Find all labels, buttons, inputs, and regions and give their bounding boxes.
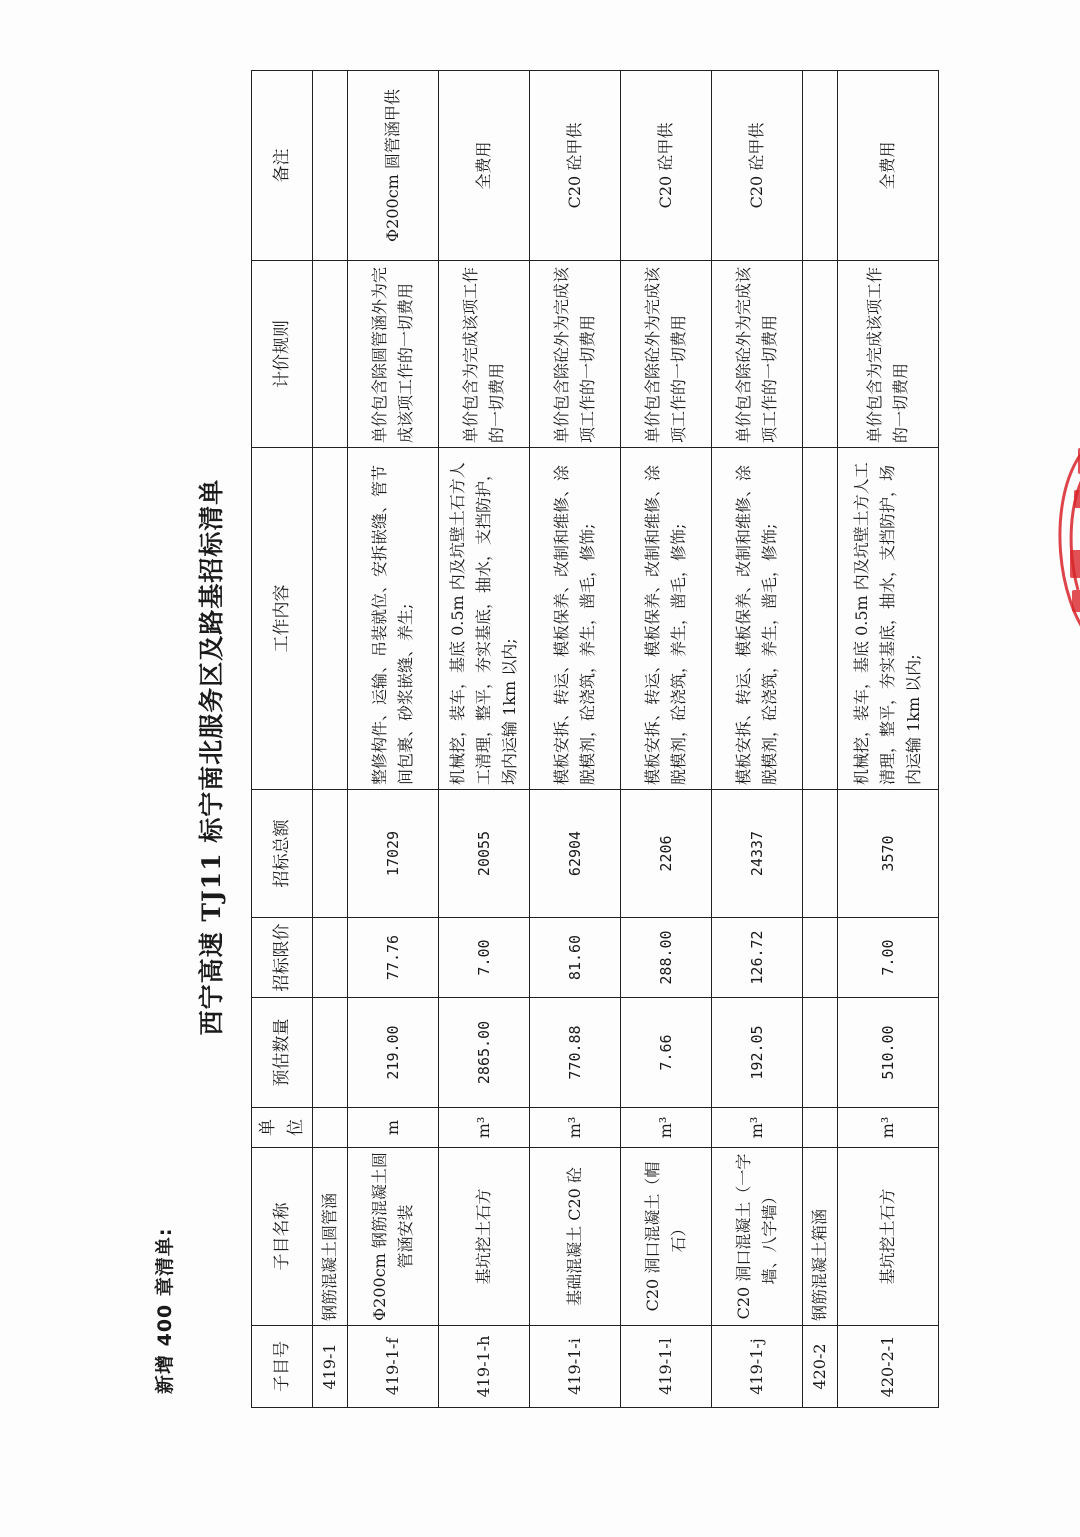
cell-code: 420-2 <box>803 1326 838 1408</box>
cell-name: 钢筋混凝土圆管涵 <box>313 1148 348 1326</box>
cell-code: 420-2-1 <box>838 1326 939 1408</box>
cell-total: 62904 <box>530 790 621 918</box>
cell-price <box>313 918 348 998</box>
cell-total: 17029 <box>348 790 439 918</box>
cell-name: C20 洞口混凝土（一字墙、八字墙） <box>712 1148 803 1326</box>
cell-rule: 单价包含除砼外为完成该项工作的一切费用 <box>530 261 621 448</box>
cell-remark: Φ200cm 圆管涵甲供 <box>348 71 439 261</box>
cell-work: 机械挖，装车，基底 0.5m 内及坑壁土石方人工清理，整平，夯实基底，抽水，支挡防护，场内运输 1km 以内; <box>439 448 530 790</box>
cell-rule: 单价包含除圆管涵外为完成该项工作的一切费用 <box>348 261 439 448</box>
cell-total <box>803 790 838 918</box>
cell-code: 419-1 <box>313 1326 348 1408</box>
table-row <box>838 71 939 1408</box>
cell-unit: m³ <box>838 1108 939 1148</box>
cell-remark: C20 砼甲供 <box>530 71 621 261</box>
cell-unit: m³ <box>530 1108 621 1148</box>
cell-unit: m³ <box>439 1108 530 1148</box>
cell-unit <box>313 1108 348 1148</box>
cell-work: 模板安拆、转运、模板保养、改制和维修、涂脱模剂，砼浇筑，养生，凿毛，修饰; <box>530 448 621 790</box>
cell-qty: 219.00 <box>348 998 439 1108</box>
cell-rule <box>803 261 838 448</box>
cell-qty: 510.00 <box>838 998 939 1108</box>
table-row <box>348 71 439 1408</box>
cell-name: 基坑挖土石方 <box>439 1148 530 1326</box>
table-row <box>621 71 712 1408</box>
cell-price: 77.76 <box>348 918 439 998</box>
cell-total: 2206 <box>621 790 712 918</box>
company-seal-stamp <box>1040 430 1080 650</box>
cell-rule: 单价包含除砼外为完成该项工作的一切费用 <box>621 261 712 448</box>
cell-unit: m <box>348 1108 439 1148</box>
cell-qty: 770.88 <box>530 998 621 1108</box>
cell-code: 419-1-f <box>348 1326 439 1408</box>
cell-work: 机械挖，装车，基底 0.5m 内及坑壁土方人工清理，整平，夯实基底，抽水，支挡防护，场内运输 1km 以内; <box>838 448 939 790</box>
cell-price: 126.72 <box>712 918 803 998</box>
cell-qty <box>313 998 348 1108</box>
cell-unit: m³ <box>621 1108 712 1148</box>
cell-name: Φ200cm 钢筋混凝土圆管涵安装 <box>348 1148 439 1326</box>
cell-price: 7.00 <box>439 918 530 998</box>
cell-code: 419-1-i <box>530 1326 621 1408</box>
cell-remark: 全费用 <box>439 71 530 261</box>
col-header-total: 招标总额 <box>252 790 313 918</box>
cell-code: 419-1-j <box>712 1326 803 1408</box>
cell-remark <box>803 71 838 261</box>
document-title: 西宁高速 TJ11 标宁南北服务区及路基招标清单 <box>197 478 226 1036</box>
col-header-remark: 备注 <box>252 71 313 261</box>
cell-work <box>313 448 348 790</box>
cell-rule: 单价包含为完成该项工作的一切费用 <box>838 261 939 448</box>
cell-qty: 192.05 <box>712 998 803 1108</box>
cell-total: 3570 <box>838 790 939 918</box>
cell-remark: C20 砼甲供 <box>712 71 803 261</box>
col-header-code: 子目号 <box>252 1326 313 1408</box>
cell-name: 钢筋混凝土箱涵 <box>803 1148 838 1326</box>
table-row <box>313 71 348 1408</box>
col-header-unit: 单位 <box>252 1108 313 1148</box>
cell-price: 288.00 <box>621 918 712 998</box>
cell-work: 模板安拆、转运、模板保养、改制和维修、涂脱模剂，砼浇筑，养生，凿毛，修饰; <box>712 448 803 790</box>
cell-work: 整修构件、运输、吊装就位、安拆嵌缝、管节间包裹、砂浆嵌缝、养生; <box>348 448 439 790</box>
cell-rule: 单价包含为完成该项工作的一切费用 <box>439 261 530 448</box>
cell-name: 基坑挖土石方 <box>838 1148 939 1326</box>
cell-remark <box>313 71 348 261</box>
cell-qty: 2865.00 <box>439 998 530 1108</box>
col-header-name: 子目名称 <box>252 1148 313 1326</box>
cell-code: 419-1-h <box>439 1326 530 1408</box>
cell-total <box>313 790 348 918</box>
col-header-work: 工作内容 <box>252 448 313 790</box>
cell-work: 模板安拆、转运、模板保养、改制和维修、涂脱模剂，砼浇筑，养生，凿毛，修饰; <box>621 448 712 790</box>
col-header-price: 招标限价 <box>252 918 313 998</box>
cell-qty: 7.66 <box>621 998 712 1108</box>
cell-remark: 全费用 <box>838 71 939 261</box>
cell-price <box>803 918 838 998</box>
cell-name: C20 洞口混凝土（帽石） <box>621 1148 712 1326</box>
table-row <box>439 71 530 1408</box>
cell-total: 20055 <box>439 790 530 918</box>
cell-price: 7.00 <box>838 918 939 998</box>
cell-unit: m³ <box>712 1108 803 1148</box>
cell-name: 基础混凝土 C20 砼 <box>530 1148 621 1326</box>
cell-code: 419-1-l <box>621 1326 712 1408</box>
cell-unit <box>803 1108 838 1148</box>
cell-remark: C20 砼甲供 <box>621 71 712 261</box>
table-row <box>530 71 621 1408</box>
cell-work <box>803 448 838 790</box>
cell-qty <box>803 998 838 1108</box>
cell-price: 81.60 <box>530 918 621 998</box>
header-note: 新增 400 章清单: <box>154 1227 176 1394</box>
cell-rule <box>313 261 348 448</box>
table-row <box>803 71 838 1408</box>
cell-rule: 单价包含除砼外为完成该项工作的一切费用 <box>712 261 803 448</box>
col-header-qty: 预估数量 <box>252 998 313 1108</box>
cell-total: 24337 <box>712 790 803 918</box>
col-header-rule: 计价规则 <box>252 261 313 448</box>
table-header-row <box>252 71 313 1408</box>
bid-table <box>251 70 939 1408</box>
table-row <box>712 71 803 1408</box>
